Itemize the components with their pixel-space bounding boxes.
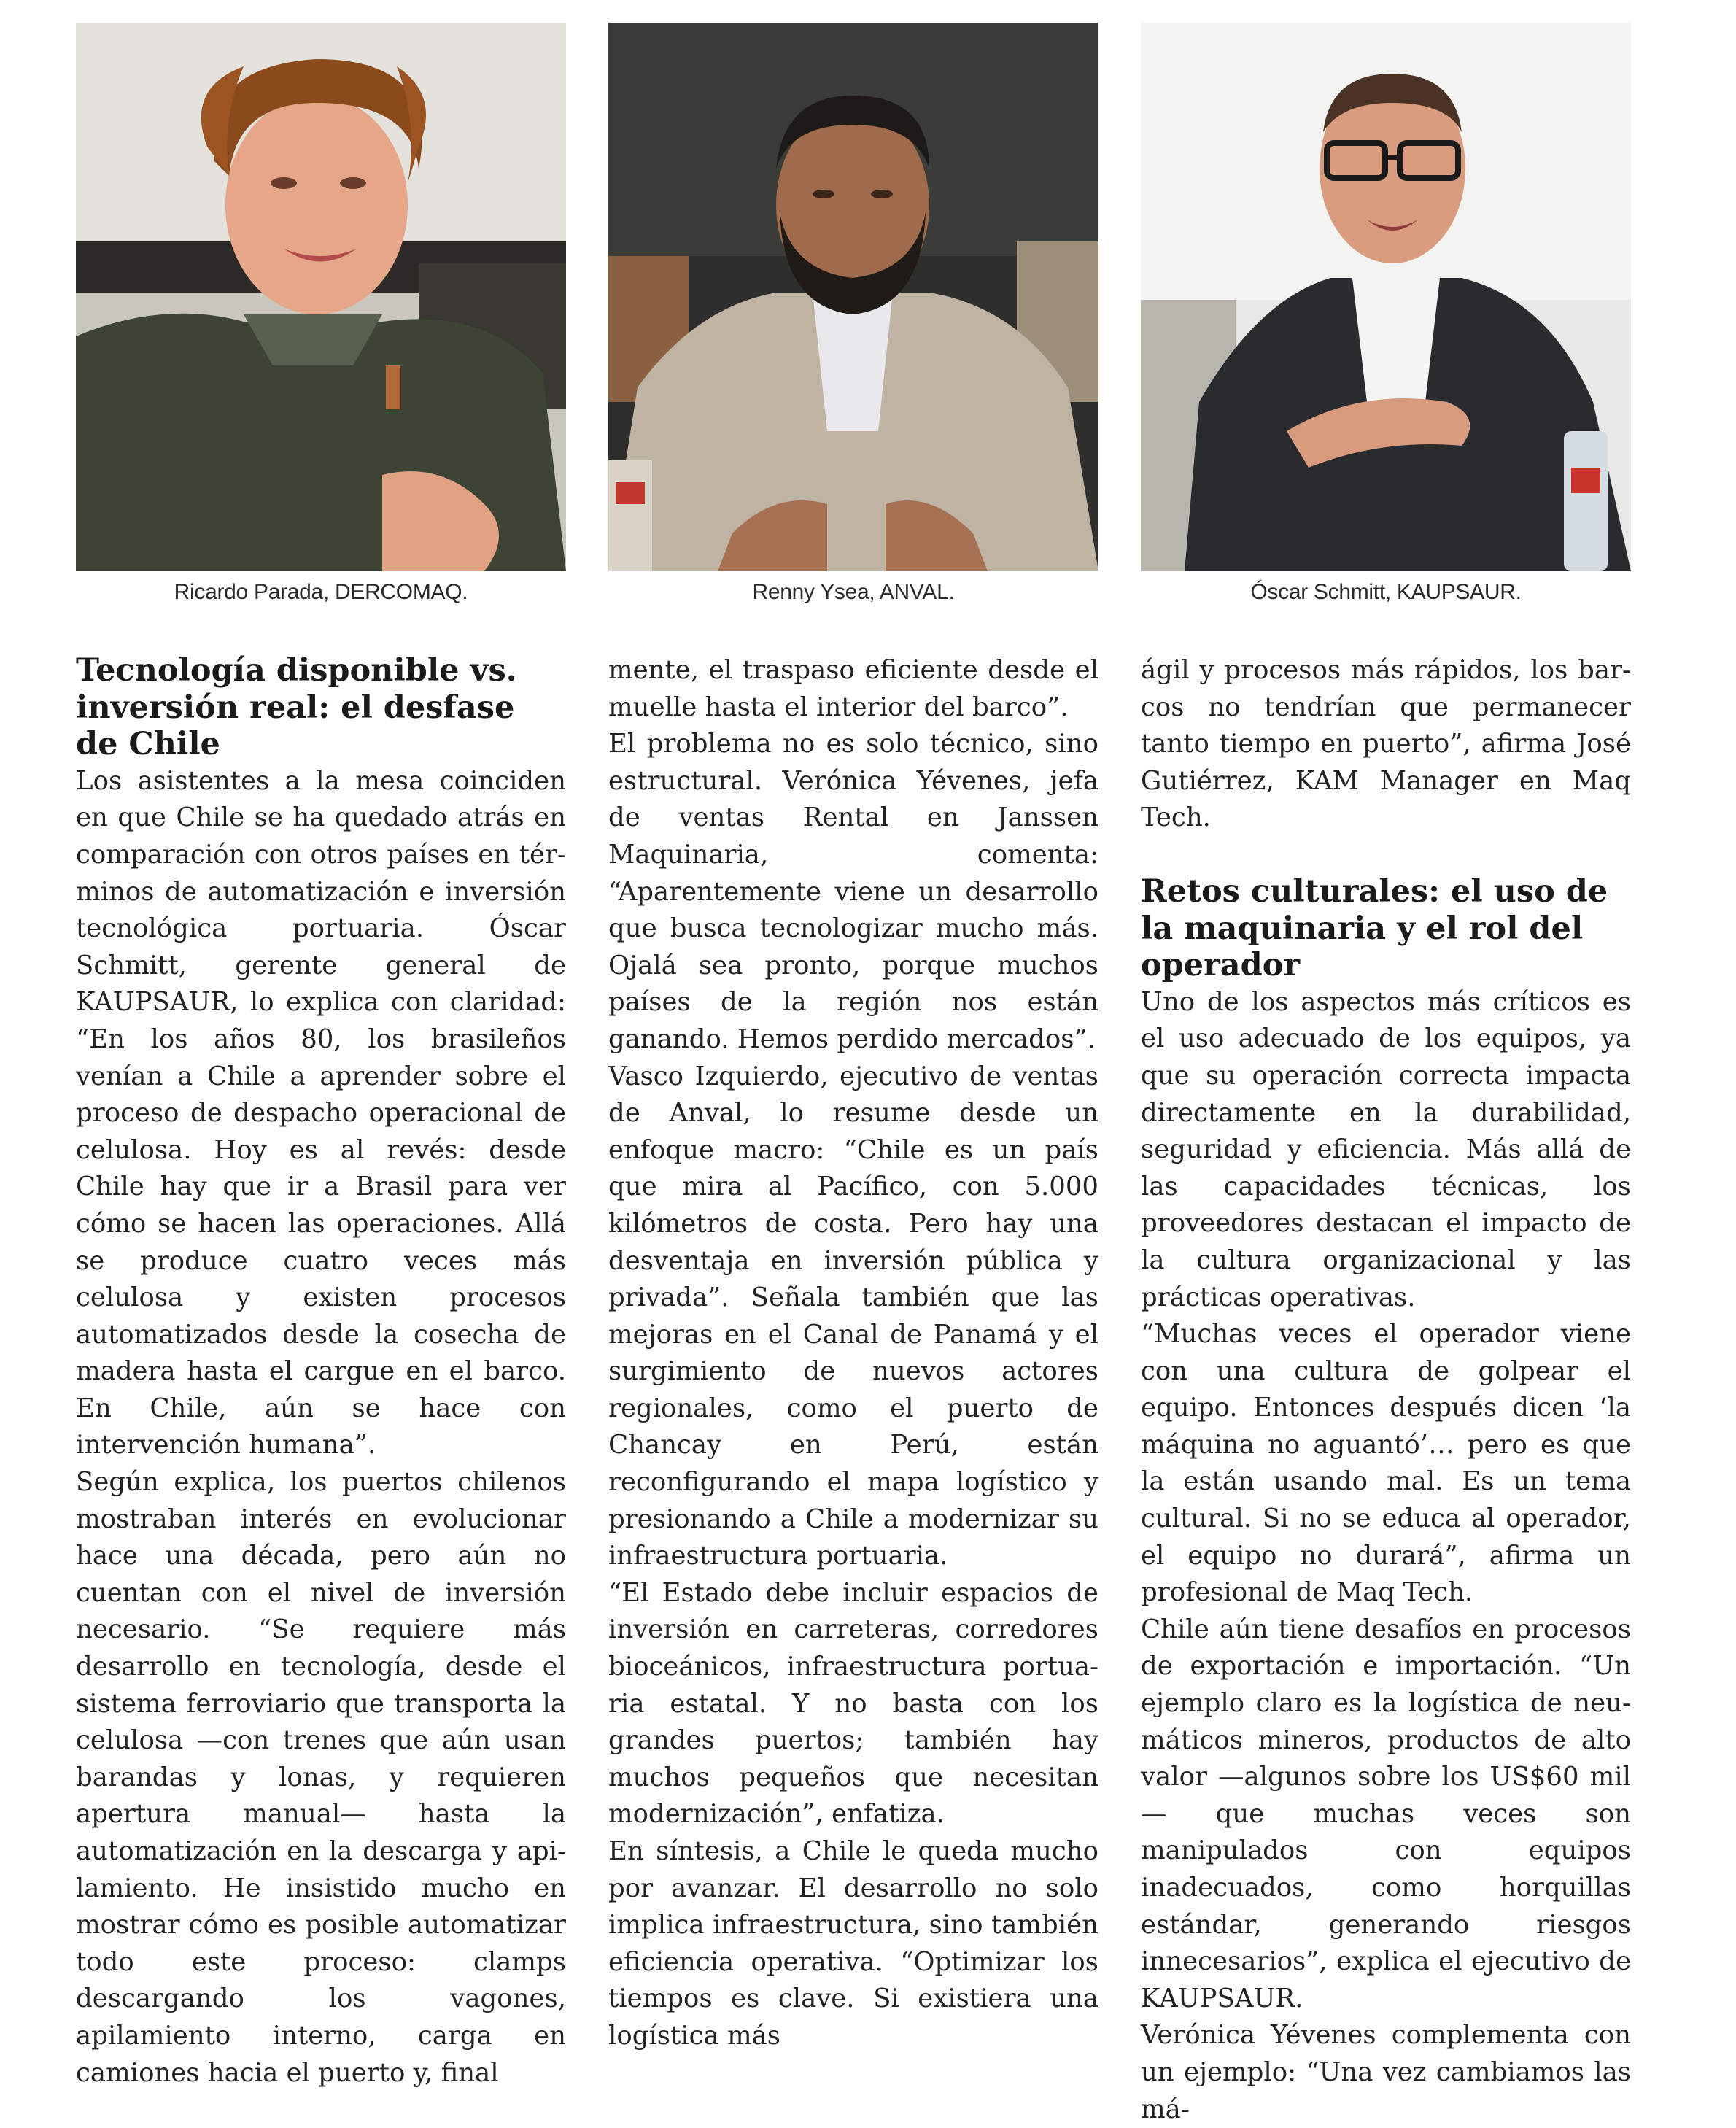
paragraph: “El Estado debe incluir espacios de inversión en carreteras, corredores bioceánicos, infraestructura portuaria estatal. Y no basta con los grandes puertos; también hay muchos pequeños que necesitan modernización”, enfatiza. <box>608 1577 1098 1830</box>
photo-ricardo-parada <box>76 23 566 571</box>
paragraph: Chile aún tiene desafíos en procesos de exportación e importación. “Un ejemplo claro es la logística de neumáticos mineros, productos de alto valor —algunos sobre los US$60 mil— que muchas veces son manipulados con equipos inadecuados, como horquillas estándar, generando riesgos innecesarios”, explica el ejecutivo de KAUPSAUR. <box>1141 1614 1631 2013</box>
paragraph: Verónica Yévenes complementa con un ejemplo: “Una vez cambiamos las má- <box>1141 2020 1631 2124</box>
article-column-3 <box>1141 652 1631 2128</box>
photo-caption: Ricardo Parada, DERCOMAQ. <box>174 580 468 604</box>
paragraph-continued: ágil y procesos más rápidos, los barcos no tendrían que permanecer tanto tiempo en puerto”, afirma José Gutiérrez, KAM Manager en Maq Tech. <box>1141 655 1631 833</box>
paragraph: En síntesis, a Chile le queda mucho por avanzar. El desarrollo no solo implica infraestructura, sino también eficiencia operativa. “Optimizar los tiempos es clave. Si existiera una logística más <box>608 1836 1098 2051</box>
article-column-2 <box>608 652 1098 2055</box>
paragraph: El problema no es solo técnico, sino estructural. Verónica Yévenes, jefa de ventas Rental en Janssen Maquinaria, comenta: “Aparentemente viene un desarrollo que busca tecnologizar mucho más. Ojalá sea pronto, porque muchos países de la región nos están ganando. Hemos perdido mercados”. <box>608 729 1098 1054</box>
paragraph <box>76 1464 566 2092</box>
paragraph-continued: mente, el traspaso eficiente desde el muelle hasta el interior del barco”. <box>608 655 1098 722</box>
photo-oscar-schmitt <box>1141 23 1631 571</box>
paragraph: Los asistentes a la mesa coinciden en que Chile se ha quedado atrás en comparación con otros países en términos de automatización e inversión tecnológica portuaria. Óscar Schmitt, gerente general de KAUPSAUR, lo explica con claridad: “En los años 80, los brasileños venían a Chile a aprender sobre el proceso de despacho operacional de celulosa. Hoy es al revés: desde Chile hay que ir a Brasil para ver cómo se hacen las operaciones. Allá se produce cuatro veces más celulosa y existen procesos automatizados desde la cosecha de madera hasta el cargue en el barco. En Chile, aún se hace con intervención humana”. <box>76 765 566 1460</box>
photo-caption: Óscar Schmitt, KAUPSAUR. <box>1250 580 1522 604</box>
section-heading: Tecnología disponible vs. inversión real: el desfase de Chile <box>76 652 517 763</box>
paragraph: Uno de los aspectos más críticos es el uso adecuado de los equipos, ya que su operación correcta impacta directamente en la durabilidad, seguridad y eficiencia. Más allá de las capacidades técnicas, los proveedores destacan el impacto de la cultura organizacional y las prácticas operativas. <box>1141 986 1631 1312</box>
paragraph: Vasco Izquierdo, ejecutivo de ventas de Anval, lo resume desde un enfoque macro: “Chile es un país que mira al Pacífico, con 5.000 kilómetros de costa. Pero hay una desventaja en inversión pública y privada”. Señala también que las mejoras en el Canal de Panamá y el surgimiento de nuevos actores regionales, como el puerto de Chancay en Perú, están reconfigurando el mapa logístico y presionando a Chile a modernizar su infraestructura portuaria. <box>608 1061 1098 1571</box>
section-heading: Retos culturales: el uso de la maquinaria y el rol del operador <box>1141 873 1608 984</box>
paragraph-part: Según explica, los puertos chilenos mostraban interés en evolucionar hace una década, pero aún no cuentan con el nivel de inversión necesario. “Se requiere más desarrollo en tecnología, desde el sistema ferroviario que transporta la celulosa —con trenes que aún usan barandas y lonas, y requieren apertura manual— hasta la automatización en la descarga y apilamiento. He insistido mucho en mostrar cómo es posible automatizar todo este proceso: clamps descargando los vagones, apilamiento interno, carga en camiones hacia el puerto y, final <box>76 1467 566 2088</box>
article-column-1 <box>76 652 566 2092</box>
paragraph: “Muchas veces el operador viene con una cultura de golpear el equipo. Entonces después dicen ‘la máquina no aguantó’… pero es que la están usando mal. Es un tema cultural. Si no se educa al operador, el equipo no durará”, afirma un profesional de Maq Tech. <box>1141 1319 1631 1608</box>
photo-caption: Renny Ysea, ANVAL. <box>752 580 955 604</box>
photo-renny-ysea <box>608 23 1098 571</box>
